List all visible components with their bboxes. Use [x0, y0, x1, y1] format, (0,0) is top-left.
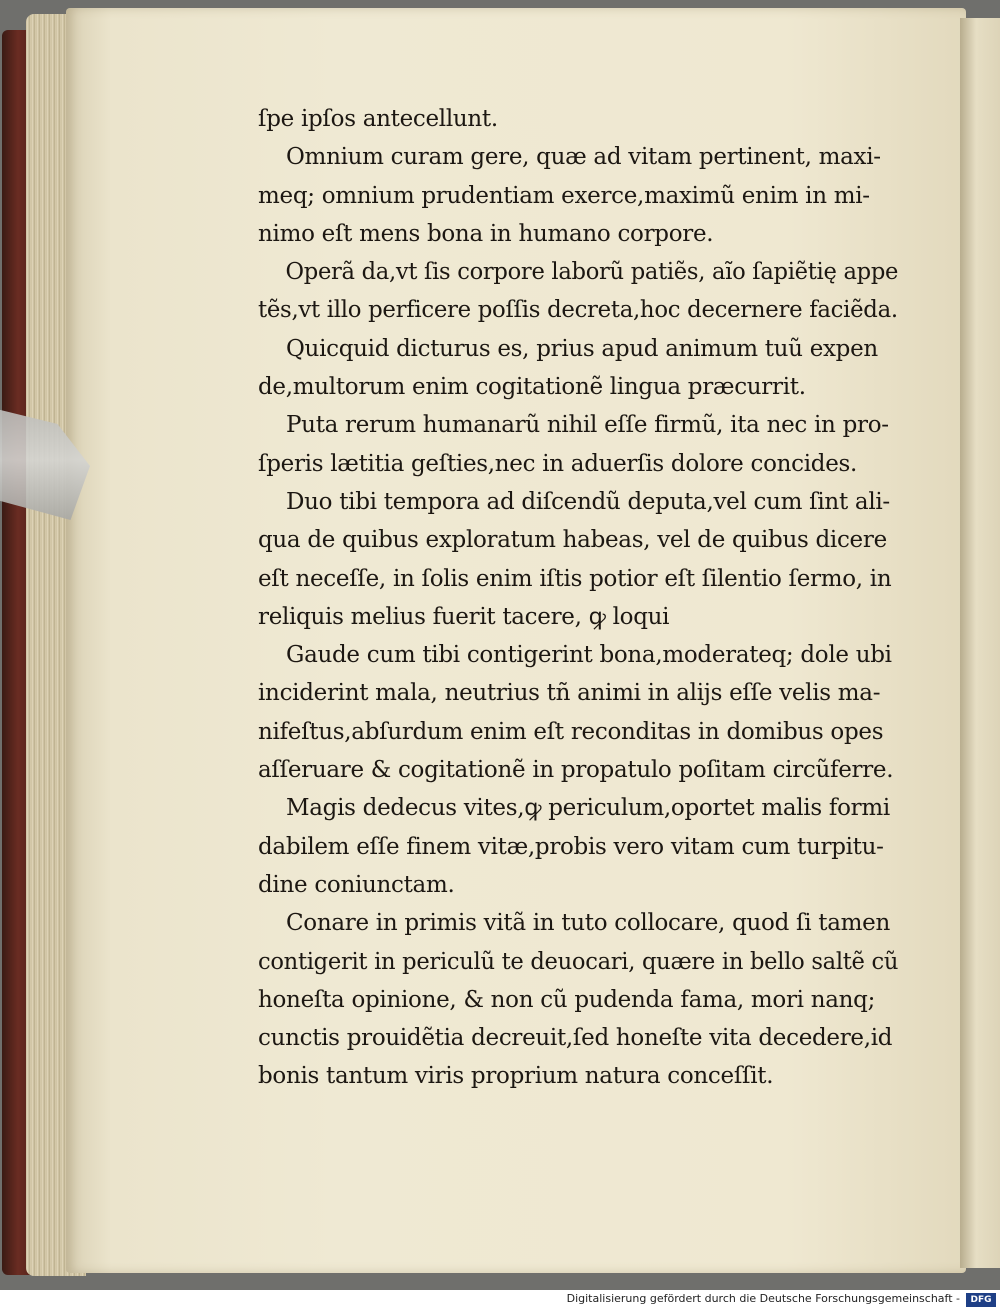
- text-line: ſpe ipſos antecellunt.: [258, 106, 498, 132]
- text-line: Conare in primis vitã in tuto collocare, quod ſi tamen: [286, 910, 890, 937]
- text-line: de,multorum enim cogitationẽ lingua præcurrit.: [258, 374, 806, 401]
- text-line: qua de quibus exploratum habeas, vel de quibus dicere: [258, 527, 887, 554]
- text-line: reliquis melius fuerit tacere, ꝙ loqui: [258, 603, 670, 630]
- text-line: inciderint mala, neutrius tñ animi in alijs eſſe velis ma-: [258, 680, 881, 707]
- text-line: nimo eſt mens bona in humano corpore.: [258, 220, 714, 247]
- text-line: aſſeruare & cogitationẽ in propatulo poſitam circũferre.: [258, 757, 894, 784]
- text-line: meq; omnium prudentiam exerce,maximũ enim in mi-: [258, 182, 870, 209]
- text-line: Quicquid dicturus es, prius apud animum tuũ expen: [286, 335, 878, 362]
- text-line: Duo tibi tempora ad diſcendũ deputa,vel cum ſint ali-: [286, 488, 890, 515]
- funding-credit: Digitalisierung gefördert durch die Deutsche Forschungsgemeinschaft -: [566, 1292, 960, 1305]
- text-line: nifeſtus,abſurdum enim eſt reconditas in domibus opes: [258, 718, 884, 745]
- text-line: dine coniunctam.: [258, 871, 455, 898]
- text-line: Operã da,vt ſis corpore laborũ patiẽs, aĩo ſapiẽtię appe: [285, 259, 899, 286]
- text-line: Omnium curam gere, quæ ad vitam pertinent, maxi-: [286, 144, 881, 171]
- footer-bar: [0, 1290, 1000, 1310]
- text-line: bonis tantum viris proprium natura conceſſit.: [258, 1063, 774, 1090]
- text-line: dabilem eſſe finem vitæ,probis vero vitam cum turpitu-: [258, 833, 884, 860]
- text-line: cunctis prouidẽtia decreuit,ſed honeſte vita decedere,id: [258, 1025, 893, 1052]
- text-line: tẽs,vt illo perficere poſſis decreta,hoc decernere faciẽda.: [258, 297, 898, 324]
- text-line: honeſta opinione, & non cũ pudenda fama, mori nanq;: [258, 986, 876, 1013]
- text-line: eſt neceſſe, in ſolis enim iſtis potior eſt ſilentio ſermo, in: [258, 565, 892, 592]
- page-text-block: [258, 100, 898, 1096]
- text-line: Puta rerum humanarũ nihil eſſe firmũ, ita nec in pro-: [286, 412, 889, 439]
- dfg-logo: DFG: [966, 1293, 996, 1307]
- facing-page-edge: [960, 18, 1000, 1268]
- text-line: Magis dedecus vites,ꝙ periculum,oportet malis formi: [286, 795, 890, 822]
- text-line: contigerit in periculũ te deuocari, quære in bello saltẽ cũ: [258, 948, 899, 975]
- text-line: ſperis lætitia geſties,nec in aduerſis dolore concides.: [258, 450, 858, 477]
- text-line: Gaude cum tibi contigerint bona,moderateq; dole ubi: [286, 642, 892, 669]
